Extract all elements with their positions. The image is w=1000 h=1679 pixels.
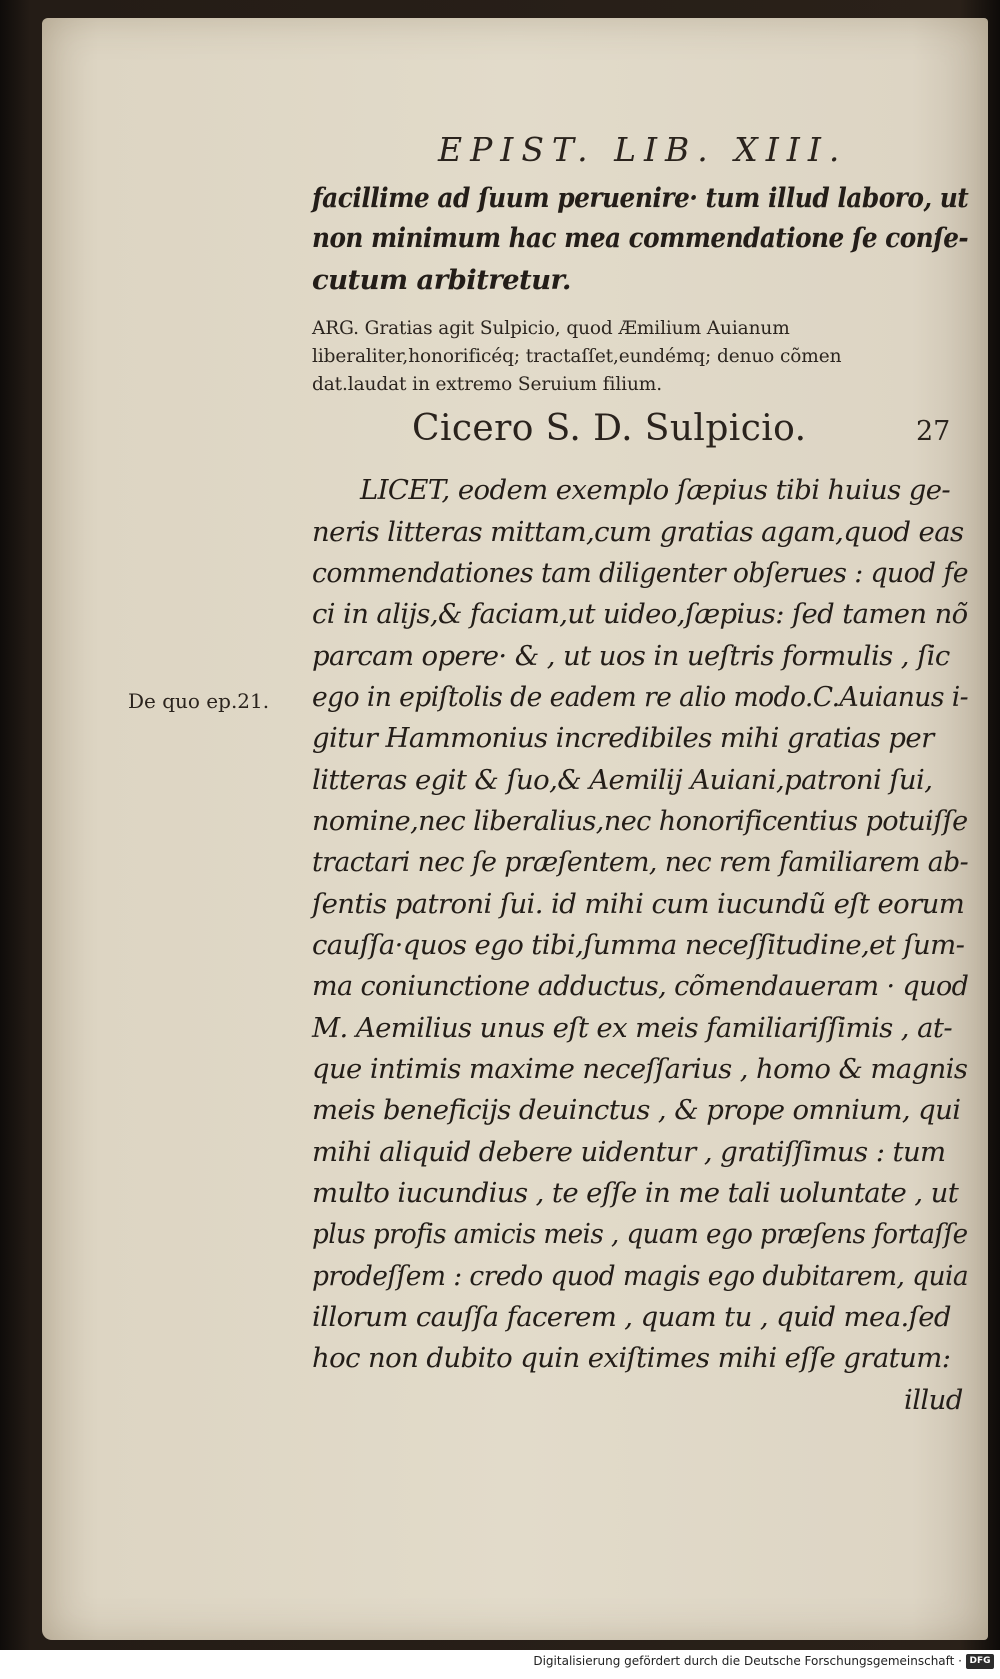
text-line: commendationes tam diligenter obſerues : quod fe — [312, 557, 968, 589]
text-line: hoc non dubito quin exiſtimes mihi eſſe gratum: — [312, 1342, 951, 1374]
letter-heading: Cicero S. D. Sulpicio. — [412, 408, 807, 449]
dfg-logo-icon: DFG — [966, 1654, 994, 1669]
letter-number: 27 — [916, 416, 951, 447]
marginal-note: De quo ep.21. — [128, 689, 270, 713]
footer-credit: Digitalisierung gefördert durch die Deutsche Forschungsgemeinschaft · — [533, 1654, 962, 1668]
text-line: plus profis amicis meis , quam ego præſens fortaſſe — [312, 1218, 968, 1250]
running-head: EPIST. LIB. XIII. — [438, 130, 848, 169]
text-line: meis beneficijs deuinctus , & prope omnium, qui — [312, 1094, 961, 1126]
text-line: M. Aemilius unus eſt ex meis familiariſſimis , at- — [312, 1012, 953, 1044]
text-line: tractari nec ſe præſentem, nec rem familiarem ab- — [312, 846, 969, 878]
argument-line: liberaliter,honorificéq; tractaſſet,eundémq; denuo cõmen — [312, 346, 842, 367]
text-line: ſentis patroni ſui. id mihi cum iucundũ eſt eorum — [312, 888, 965, 920]
text-line: facillime ad ſuum peruenire· tum illud laboro, ut — [312, 182, 969, 214]
text-line: non minimum hac mea commendatione ſe conſe- — [312, 222, 969, 254]
text-line: LICET, eodem exemplo ſæpius tibi huius ge- — [360, 474, 951, 506]
text-line: neris litteras mittam,cum gratias agam,quod eas — [312, 516, 964, 548]
text-line: parcam opere· & , ut uos in ueſtris formulis , ſic — [312, 640, 950, 672]
text-line: prodeſſem : credo quod magis ego dubitarem, quia — [312, 1260, 969, 1292]
text-line: cauſſa·quos ego tibi,ſumma neceſſitudine,et ſum- — [312, 929, 965, 961]
text-line: ci in alijs,& faciam,ut uideo,ſæpius: ſed tamen nõ — [312, 598, 968, 630]
text-line: ma coniunctione adductus, cõmendaueram · quod — [312, 970, 969, 1002]
argument-line: dat.laudat in extremo Seruium filium. — [312, 374, 662, 395]
text-line: ego in epiſtolis de eadem re alio modo.C.Auianus i- — [312, 681, 969, 713]
text-line: nomine,nec liberalius,nec honorificentius potuiſſe — [312, 805, 968, 837]
text-line: litteras egit & ſuo,& Aemilij Auiani,patroni ſui, — [312, 764, 933, 796]
footer-bar — [0, 1650, 1000, 1679]
text-line: gitur Hammonius incredibiles mihi gratias per — [312, 722, 934, 754]
catchword: illud — [904, 1384, 963, 1416]
text-line: illorum cauſſa facerem , quam tu , quid mea.ſed — [312, 1301, 951, 1333]
text-line: multo iucundius , te eſſe in me tali uoluntate , ut — [312, 1177, 959, 1209]
text-line: cutum arbitretur. — [312, 264, 571, 296]
text-line: que intimis maxime neceſſarius , homo & magnis — [312, 1053, 968, 1085]
text-line: mihi aliquid debere uidentur , gratiſſimus : tum — [312, 1136, 946, 1168]
argument-line: ARG. Gratias agit Sulpicio, quod Æmilium Auianum — [312, 318, 790, 339]
